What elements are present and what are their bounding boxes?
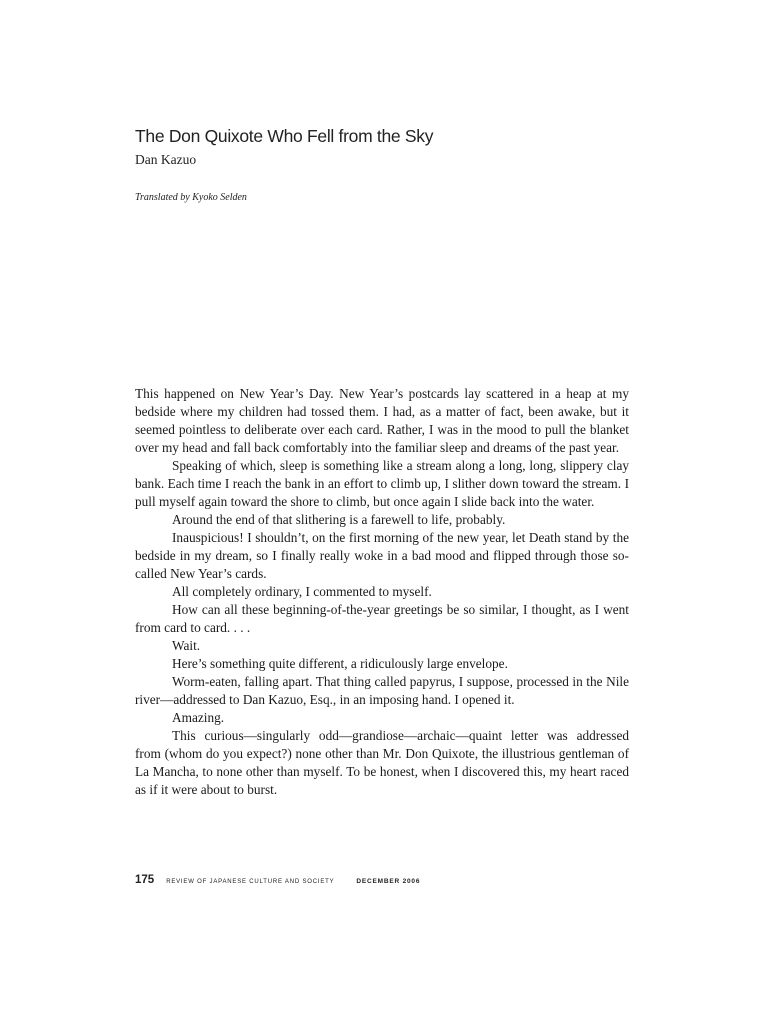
body-paragraph: Speaking of which, sleep is something like a stream along a long, long, slippery clay bank. Each time I reach the bank in an effort to climb up, I slither down toward the stream. I pull myself again toward the shore to climb, but once again I slide back into the water. — [135, 458, 629, 509]
article-author: Dan Kazuo — [135, 152, 197, 167]
body-paragraph: All completely ordinary, I commented to myself. — [172, 584, 432, 599]
translator-credit: Translated by Kyoko Selden — [135, 192, 247, 203]
body-paragraph: Inauspicious! I shouldn’t, on the first morning of the new year, let Death stand by the bedside in my dream, so I finally really woke in a bad mood and flipped through those so-called New Year’s cards. — [135, 530, 629, 581]
journal-name: REVIEW OF JAPANESE CULTURE AND SOCIETY — [166, 879, 335, 885]
page-footer — [135, 870, 420, 888]
article-body — [135, 385, 629, 799]
page-number: 175 — [135, 874, 155, 886]
body-paragraph: How can all these beginning-of-the-year greetings be so similar, I thought, as I went from card to card. . . . — [135, 602, 629, 635]
body-paragraph: Wait. — [172, 638, 201, 653]
issue-date: DECEMBER 2006 — [356, 878, 421, 885]
body-paragraph: Around the end of that slithering is a farewell to life, probably. — [172, 512, 506, 527]
body-paragraph: Here’s something quite different, a ridiculously large envelope. — [172, 656, 508, 671]
article-title: The Don Quixote Who Fell from the Sky — [135, 126, 434, 146]
body-paragraph: This curious—singularly odd—grandiose—archaic—quaint letter was addressed from (whom do you expect?) none other than Mr. Don Quixote, the illustrious gentleman of La Mancha, to none other than myself. To be honest, when I discovered this, my heart raced as if it were about to burst. — [135, 728, 629, 797]
body-paragraph: Worm-eaten, falling apart. That thing called papyrus, I suppose, processed in the Nile river—addressed to Dan Kazuo, Esq., in an imposing hand. I opened it. — [135, 674, 629, 707]
body-paragraph: Amazing. — [172, 710, 225, 725]
body-paragraph: This happened on New Year’s Day. New Year’s postcards lay scattered in a heap at my bedside where my children had tossed them. I had, as a matter of fact, been awake, but it seemed pointless to deliberate over each card. Rather, I was in the mood to pull the blanket over my head and fall back comfortably into the familiar sleep and dreams of the past year. — [135, 386, 629, 455]
